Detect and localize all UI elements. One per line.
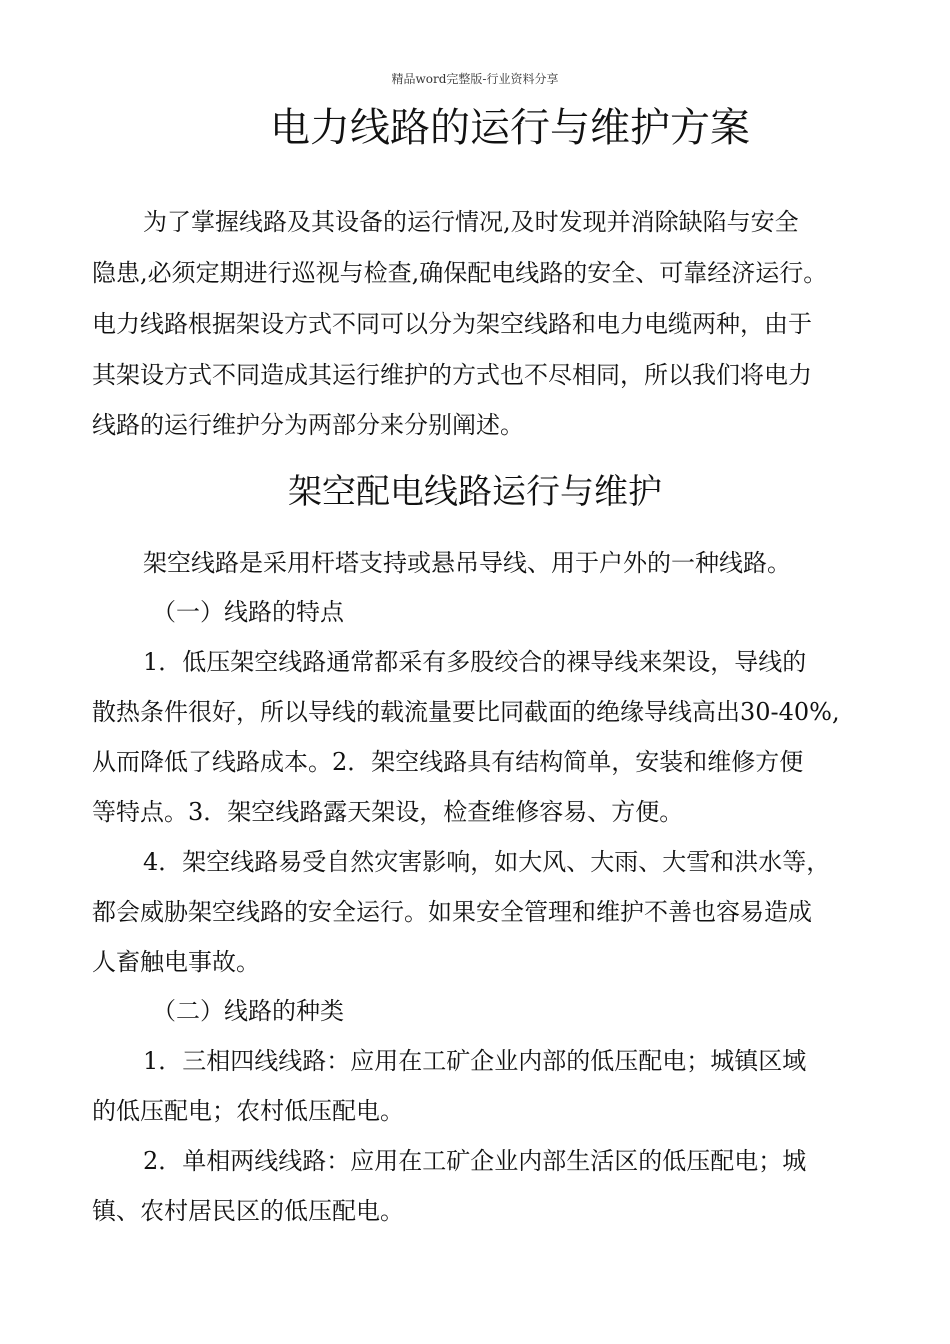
features-p2-line-2: 都会威胁架空线路的安全运行。如果安全管理和维护不善也容易造成 bbox=[92, 898, 812, 926]
intro-line-5: 线路的运行维护分为两部分来分别阐述。 bbox=[92, 411, 524, 439]
types-p1-line-1: 1．三相四线线路：应用在工矿企业内部的低压配电；城镇区域 bbox=[143, 1047, 807, 1075]
features-p1-line-2: 散热条件很好，所以导线的载流量要比同截面的绝缘导线高出30-40%, bbox=[92, 698, 840, 726]
definition-paragraph: 架空线路是采用杆塔支持或悬吊导线、用于户外的一种线路。 bbox=[143, 549, 791, 577]
document-title: 电力线路的运行与维护方案 bbox=[270, 105, 750, 151]
types-p1-line-2: 的低压配电；农村低压配电。 bbox=[92, 1097, 404, 1125]
features-p1-line-4: 等特点。3．架空线路露天架设，检查维修容易、方便。 bbox=[92, 798, 684, 826]
intro-line-3: 电力线路根据架设方式不同可以分为架空线路和电力电缆两种，由于 bbox=[92, 310, 812, 338]
features-p2-line-3: 人畜触电事故。 bbox=[92, 948, 260, 976]
features-p1-line-3: 从而降低了线路成本。2．架空线路具有结构简单，安装和维修方便 bbox=[92, 748, 804, 776]
intro-line-2: 隐患,必须定期进行巡视与检查,确保配电线路的安全、可靠经济运行。 bbox=[92, 259, 828, 287]
page-header: 精品word完整版-行业资料分享 bbox=[391, 72, 559, 86]
features-p1-line-1: 1．低压架空线路通常都采有多股绞合的裸导线来架设，导线的 bbox=[143, 648, 807, 676]
types-p2-line-2: 镇、农村居民区的低压配电。 bbox=[92, 1197, 404, 1225]
intro-line-1: 为了掌握线路及其设备的运行情况,及时发现并消除缺陷与安全 bbox=[143, 208, 799, 236]
features-p2-line-1: 4．架空线路易受自然灾害影响，如大风、大雨、大雪和洪水等， bbox=[143, 848, 831, 876]
subheading-types: （二）线路的种类 bbox=[152, 997, 344, 1025]
section-heading-overhead-lines: 架空配电线路运行与维护 bbox=[288, 472, 662, 512]
types-p2-line-1: 2．单相两线线路：应用在工矿企业内部生活区的低压配电；城 bbox=[143, 1147, 807, 1175]
intro-line-4: 其架设方式不同造成其运行维护的方式也不尽相同，所以我们将电力 bbox=[92, 361, 812, 389]
subheading-features: （一）线路的特点 bbox=[152, 598, 344, 626]
